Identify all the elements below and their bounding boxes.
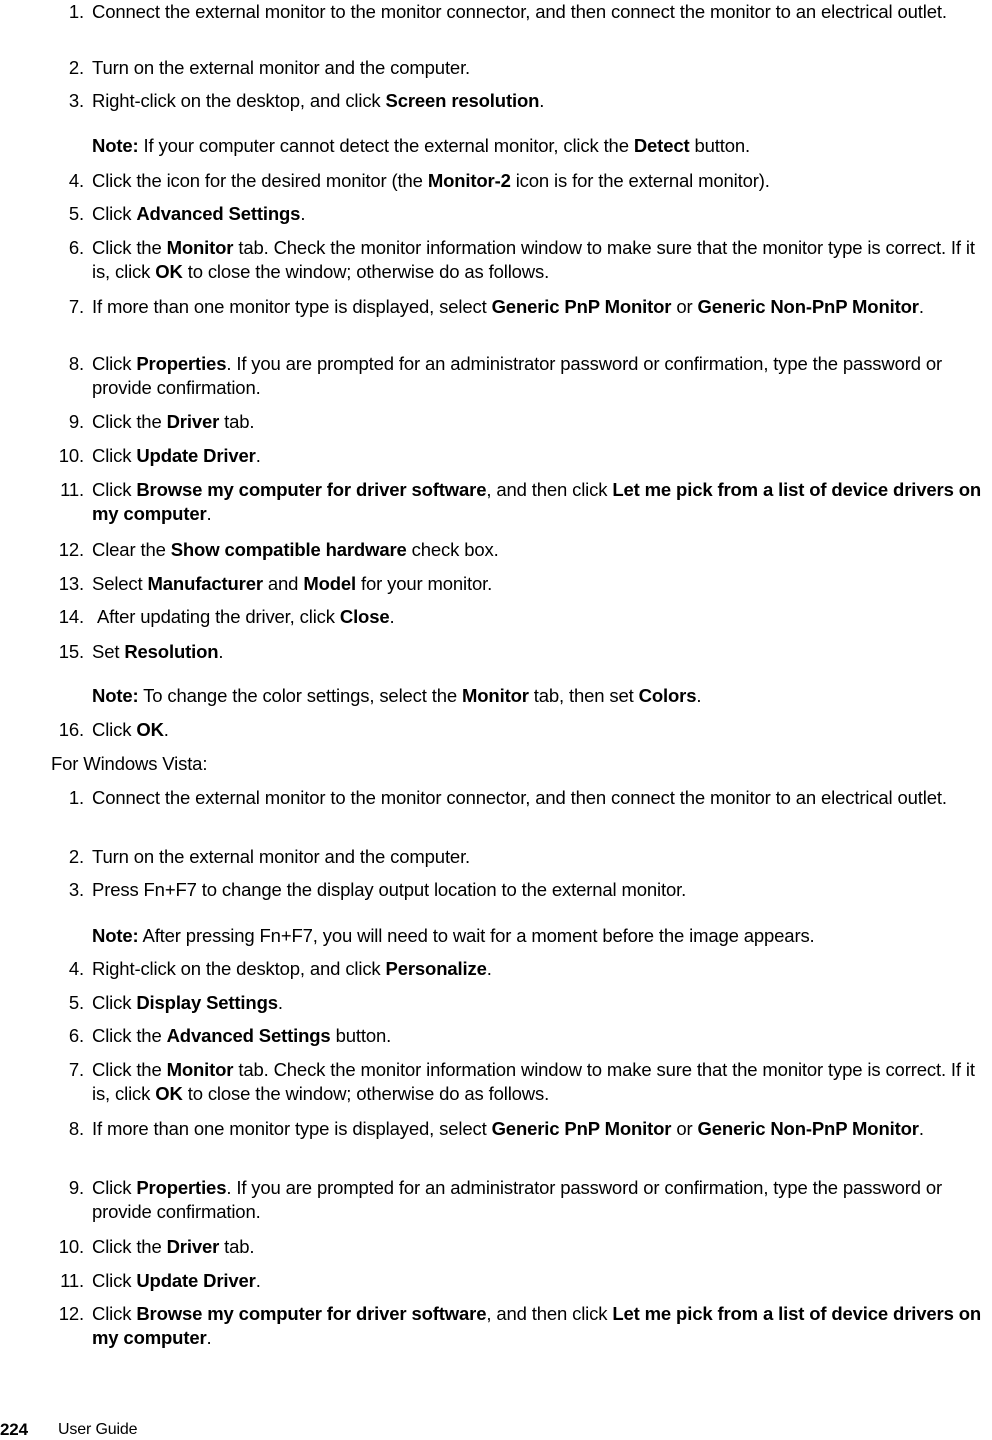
- step-number: 6.: [68, 237, 84, 258]
- step-number: 6.: [68, 1025, 84, 1046]
- step-text: Click Browse my computer for driver software, and then click Let me pick from a list of device drivers on my computer.: [92, 479, 982, 524]
- step-text: Click the icon for the desired monitor (the Monitor-2 icon is for the external monitor).: [92, 170, 770, 191]
- step-text: Click the Monitor tab. Check the monitor information window to make sure that the monitor type is correct. If it is, click OK to close the window; otherwise do as follows.: [92, 237, 975, 282]
- step-text: Click the Driver tab.: [92, 411, 255, 432]
- step-number: 2.: [68, 846, 84, 867]
- step-number: 15.: [58, 641, 84, 662]
- step-number: 5.: [68, 992, 84, 1013]
- step-text: Turn on the external monitor and the computer.: [92, 846, 471, 867]
- step-text: Select Manufacturer and Model for your monitor.: [92, 573, 493, 594]
- step-number: 1.: [68, 787, 84, 808]
- step-text: Click the Driver tab.: [92, 1236, 255, 1257]
- step-number: 4.: [68, 170, 84, 191]
- step-number: 10.: [58, 445, 84, 466]
- step-text: Click the Advanced Settings button.: [92, 1025, 392, 1046]
- step-number: 1.: [68, 1, 84, 22]
- step-number: 4.: [68, 958, 84, 979]
- step-number: 11.: [60, 479, 84, 500]
- step-text: Set Resolution.: [92, 641, 224, 662]
- step-number: 14.: [58, 606, 84, 627]
- step-text: Press Fn+F7 to change the display output location to the external monitor.: [92, 879, 687, 900]
- step-number: 5.: [68, 203, 84, 224]
- page-number: 224: [0, 1420, 28, 1439]
- note-text: Note: After pressing Fn+F7, you will need to wait for a moment before the image appears.: [92, 925, 815, 946]
- step-number: 11.: [60, 1270, 84, 1291]
- step-text: Right-click on the desktop, and click Personalize.: [92, 958, 492, 979]
- step-text: If more than one monitor type is displayed, select Generic PnP Monitor or Generic Non-PnP Monitor.: [92, 296, 924, 317]
- step-text: Click Update Driver.: [92, 445, 261, 466]
- step-text: Click Advanced Settings.: [92, 203, 306, 224]
- step-number: 12.: [58, 1303, 84, 1324]
- step-number: 3.: [68, 90, 84, 111]
- step-text: If more than one monitor type is displayed, select Generic PnP Monitor or Generic Non-PnP Monitor.: [92, 1118, 924, 1139]
- step-number: 16.: [58, 719, 84, 740]
- step-text: Right-click on the desktop, and click Screen resolution.: [92, 90, 545, 111]
- step-number: 7.: [68, 1059, 84, 1080]
- step-number: 13.: [58, 573, 84, 594]
- step-number: 3.: [68, 879, 84, 900]
- step-text: Click Properties. If you are prompted for an administrator password or confirmation, type the password or provide confirmation.: [92, 1177, 943, 1222]
- step-text: Turn on the external monitor and the computer.: [92, 57, 471, 78]
- step-text: Click Browse my computer for driver software, and then click Let me pick from a list of device drivers on my computer.: [92, 1303, 982, 1348]
- step-number: 8.: [68, 1118, 84, 1139]
- step-text: Click Update Driver.: [92, 1270, 261, 1291]
- step-text: Connect the external monitor to the monitor connector, and then connect the monitor to an electrical outlet.: [92, 787, 947, 808]
- note-text: Note: If your computer cannot detect the external monitor, click the Detect button.: [92, 135, 750, 156]
- note-text: Note: To change the color settings, select the Monitor tab, then set Colors.: [92, 685, 702, 706]
- step-text: Click the Monitor tab. Check the monitor information window to make sure that the monitor type is correct. If it is, click OK to close the window; otherwise do as follows.: [92, 1059, 975, 1104]
- footer-label: User Guide: [58, 1421, 138, 1438]
- step-text: After updating the driver, click Close.: [92, 606, 395, 627]
- step-text: Click OK.: [92, 719, 169, 740]
- step-number: 8.: [68, 353, 84, 374]
- vista-heading: For Windows Vista:: [51, 753, 208, 774]
- step-text: Click Properties. If you are prompted for an administrator password or confirmation, type the password or provide confirmation.: [92, 353, 943, 398]
- step-number: 12.: [58, 539, 84, 560]
- step-number: 2.: [68, 57, 84, 78]
- step-text: Connect the external monitor to the monitor connector, and then connect the monitor to an electrical outlet.: [92, 1, 947, 22]
- step-text: Clear the Show compatible hardware check box.: [92, 539, 499, 560]
- step-number: 9.: [68, 411, 84, 432]
- step-number: 9.: [68, 1177, 84, 1198]
- step-text: Click Display Settings.: [92, 992, 283, 1013]
- step-number: 10.: [58, 1236, 84, 1257]
- step-number: 7.: [68, 296, 84, 317]
